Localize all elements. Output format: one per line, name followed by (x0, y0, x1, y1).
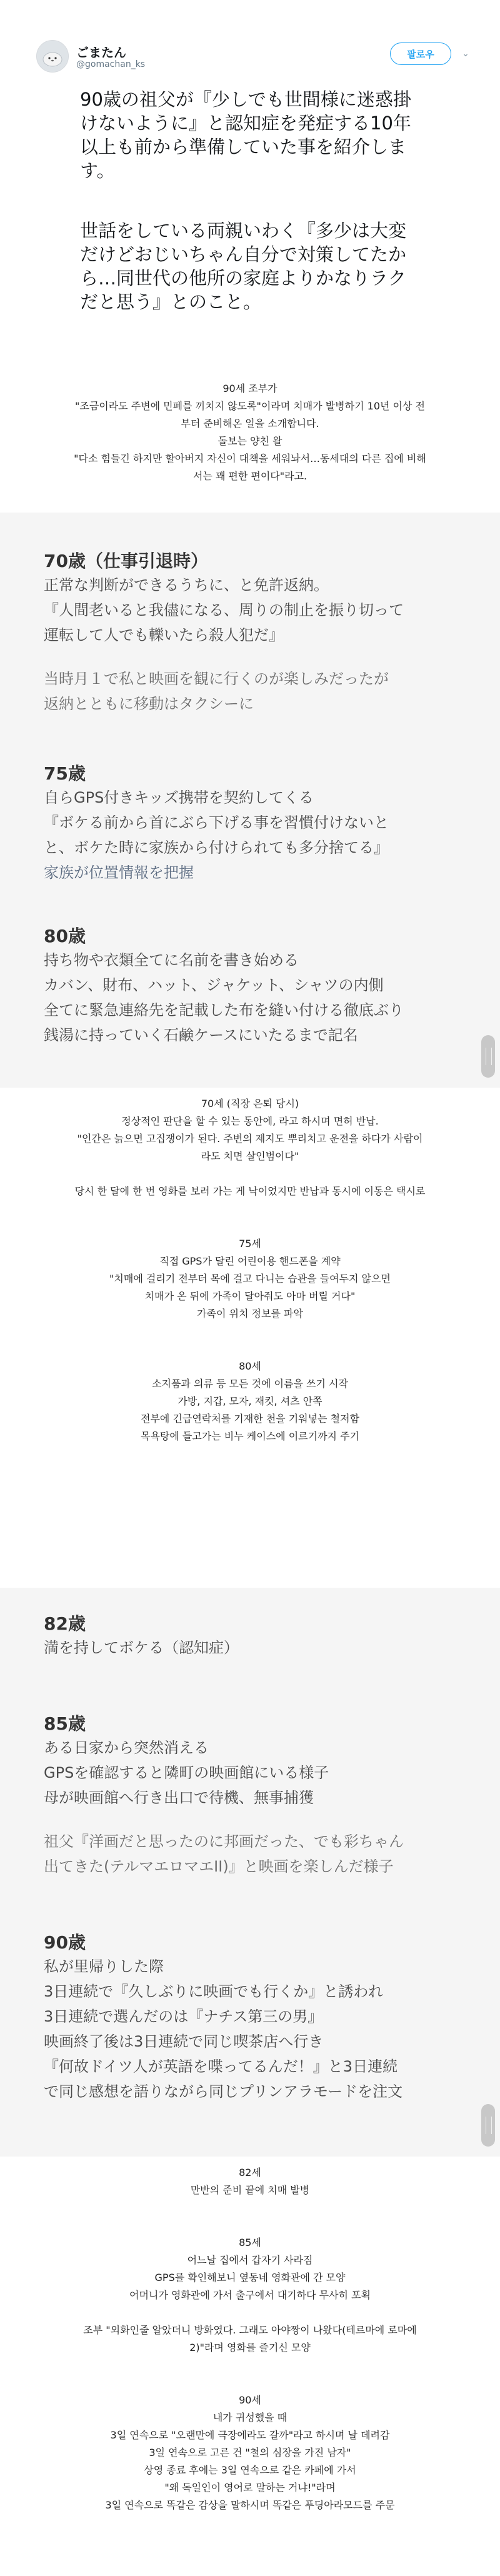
section-line: で同じ感想を語りながら同じプリンアラモードを注文 (44, 2083, 403, 2100)
translation-line: 82세 (239, 2167, 261, 2178)
translation-line: 상영 종료 후에는 3일 연속으로 같은 카페에 가서 (144, 2464, 356, 2476)
translation-line: 70세 (직장 은퇴 당시) (201, 1098, 299, 1110)
section-line: 『何故ドイツ人が英語を喋ってるんだ！』と3日連続 (44, 2058, 398, 2075)
translation-block-3 (12, 2164, 488, 2514)
translation-line: "다소 힘들긴 하지만 할아버지 자신이 대책을 세워놔서…동세대의 다른 집에 비해 (74, 453, 426, 464)
translation-line: 부터 준비해온 일을 소개합니다. (181, 418, 319, 429)
section-line: 銭湯に持っていく石鹸ケースにいたるまで記名 (44, 1026, 358, 1044)
translation-line: 3일 연속으로 똑같은 감상을 말하시며 똑같은 푸딩아라모드를 주문 (105, 2499, 395, 2511)
screenshot-panel-2 (0, 1588, 500, 2157)
translation-line (12, 1218, 488, 1235)
translation-line: 직접 GPS가 달린 어린이용 핸드폰을 계약 (159, 1255, 341, 1267)
translation-line: 어머니가 영화관에 가서 출구에서 대기하다 무사히 포획 (129, 2289, 371, 2301)
translation-line: 치매가 온 뒤에 가족이 달아줘도 아마 버릴 거다" (144, 1290, 356, 1302)
translation-line (12, 1340, 488, 1358)
section-line: 私が里帰りした際 (44, 1958, 164, 1975)
section-line: 満を持してボケる（認知症） (44, 1639, 239, 1656)
section-line: 返納とともに移動はタクシーに (44, 695, 254, 713)
tweet-text-paragraph-1 (80, 88, 480, 183)
section-line: 母が映画館へ行き出口で待機、無事捕獲 (44, 1789, 314, 1807)
section-line: 正常な判断ができるうちに、と免許返納。 (44, 576, 329, 594)
translation-intro (12, 380, 488, 485)
translation-line: 어느날 집에서 갑자기 사라짐 (187, 2254, 313, 2266)
translation-line: 85세 (239, 2237, 261, 2248)
translation-line (12, 1165, 488, 1183)
translation-line: 3일 연속으로 고른 건 "철의 심장을 가진 남자" (149, 2447, 351, 2458)
section-line: ある日家から突然消える (44, 1739, 209, 1757)
section-heading: 90歳 (44, 1932, 86, 1953)
avatar-seal-icon (37, 41, 68, 72)
translation-block-2 (12, 1095, 488, 1445)
translation-line: "치매에 걸리기 전부터 목에 걸고 다니는 습관을 들여두지 않으면 (109, 1273, 391, 1285)
translation-line (12, 2217, 488, 2234)
section-line: 出てきた(テルマエロマエII)』と映画を楽しんだ様子 (44, 1858, 394, 1875)
translation-line (12, 2374, 488, 2392)
tweet-card (0, 0, 500, 369)
user-name[interactable]: ごまたん (76, 45, 126, 60)
translation-line: 목욕탕에 들고가는 비누 케이스에 이르기까지 주기 (140, 1430, 359, 1442)
translation-line: 75세 (239, 1238, 261, 1250)
section-75 (44, 763, 475, 885)
translation-line (12, 1200, 488, 1218)
section-spacer (44, 1810, 475, 1829)
user-avatar[interactable] (36, 40, 69, 73)
translation-line: "인간은 늙으면 고집쟁이가 된다. 주변의 제지도 뿌리치고 운전을 하다가 사람이 (77, 1133, 423, 1145)
tweet-text-paragraph-2 (80, 219, 480, 314)
translation-line: 만반의 준비 끝에 치매 발병 (190, 2184, 310, 2196)
translation-line: GPS를 확인해보니 옆동네 영화관에 간 모양 (154, 2272, 346, 2283)
translation-line: 90세 조부가 (222, 383, 278, 394)
section-line: 『人間老いると我儘になる、周りの制止を振り切って (44, 601, 404, 619)
section-line: 『ボケる前から首にぶら下げる事を習慣付けないと (44, 814, 389, 831)
section-82 (44, 1613, 475, 1660)
translation-line: 전부에 긴급연락처를 기재한 천을 기워넣는 철저함 (140, 1413, 359, 1425)
translation-line: "조금이라도 주변에 민폐를 끼치지 않도록"이라며 치매가 발병하기 10년 이상 전 (75, 400, 425, 412)
section-line: 当時月１で私と映画を観に行くのが楽しみだったが (44, 670, 389, 688)
translation-line (12, 1323, 488, 1340)
tweet-text-line: す。 (80, 160, 115, 181)
tweet-text-line: 90歳の祖父が『少しでも世間様に迷惑掛 (80, 89, 411, 110)
scrollbar-thumb[interactable] (481, 2104, 495, 2147)
section-line: GPSを確認すると隣町の映画館にいる様子 (44, 1764, 329, 1782)
chevron-down-icon[interactable]: ⌄ (462, 49, 469, 59)
translation-line: 서는 꽤 편한 편이다"라고. (192, 470, 308, 482)
section-line: 持ち物や衣類全てに名前を書き始める (44, 951, 299, 969)
section-heading: 75歳 (44, 763, 86, 784)
translation-line (12, 2199, 488, 2217)
translation-line: 정상적인 판단을 할 수 있는 동안에, 라고 하시며 면허 반납. (121, 1115, 379, 1127)
section-heading: 82歳 (44, 1613, 86, 1634)
scrollbar-thumb[interactable] (481, 1035, 495, 1078)
section-spacer (44, 648, 475, 666)
section-heading: 85歳 (44, 1713, 86, 1734)
section-line: 全てに緊急連絡先を記載した布を縫い付ける徹底ぶり (44, 1001, 404, 1019)
tweet-text-line: けないように』と認知症を発症する10年 (80, 113, 411, 134)
section-85 (44, 1713, 475, 1879)
translation-line: 라도 치면 살인범이다" (201, 1150, 299, 1162)
follow-button[interactable]: 팔로우 (390, 43, 451, 65)
section-line: 自らGPS付きキッズ携帯を契約してくる (44, 789, 314, 806)
translation-line: 3일 연속으로 "오랜만에 극장에라도 갈까"라고 하시며 날 데려감 (110, 2429, 390, 2441)
section-line: 3日連続で『久しぶりに映画でも行くか』と誘われ (44, 1983, 384, 2000)
translation-line (12, 2357, 488, 2374)
section-line: 家族が位置情報を把握 (44, 864, 194, 881)
translation-line: 80세 (239, 1360, 261, 1372)
section-90 (44, 1932, 475, 2104)
translation-line: "왜 독일인이 영어로 말하는 거냐!"라며 (164, 2482, 336, 2493)
tweet-text-line: 以上も前から準備していた事を紹介しま (80, 136, 407, 158)
translation-line: 가족이 위치 정보를 파악 (197, 1308, 303, 1320)
translation-line (12, 2304, 488, 2322)
section-line: 3日連続で選んだのは『ナチス第三の男』 (44, 2008, 323, 2025)
section-70 (44, 550, 475, 716)
screenshot-panel-1 (0, 513, 500, 1088)
section-line: 運転して人でも轢いたら殺人犯だ』 (44, 626, 284, 644)
section-line: 祖父『洋画だと思ったのに邦画だった、でも彩ちゃん (44, 1833, 404, 1850)
section-80 (44, 925, 475, 1048)
translation-line: 돌보는 양친 왈 (218, 435, 282, 447)
translation-line: 당시 한 달에 한 번 영화를 보러 가는 게 낙이었지만 반납과 동시에 이동은 택시로 (74, 1185, 426, 1197)
translation-line: 조부 "외화인줄 알았더니 방화였다. 그래도 아야짱이 나왔다(테르마에 로마에 (83, 2324, 417, 2336)
tweet-text-line: ら…同世代の他所の家庭よりかなりラク (80, 268, 407, 289)
section-line: 映画終了後は3日連続で同じ喫茶店へ行き (44, 2033, 324, 2050)
user-handle[interactable]: @gomachan_ks (76, 59, 146, 69)
tweet-text-line: だけどおじいちゃん自分で対策してたか (80, 244, 407, 265)
translation-line: 2)"라며 영화를 즐기신 모양 (189, 2342, 311, 2353)
translation-line: 90세 (239, 2394, 261, 2406)
translation-line: 소지품과 의류 등 모든 것에 이름을 쓰기 시작 (152, 1378, 348, 1390)
translation-line: 가방, 지갑, 모자, 재킷, 셔츠 안쪽 (178, 1395, 322, 1407)
section-heading: 70歳（仕事引退時） (44, 551, 208, 571)
section-line: と、ボケた時に家族から付けられても多分捨てる』 (44, 839, 389, 856)
section-heading: 80歳 (44, 926, 86, 946)
translation-line: 내가 귀성했을 때 (212, 2412, 288, 2423)
tweet-text-line: だと思う』とのこと。 (80, 291, 262, 313)
tweet-text-line: 世話をしている両親いわく『多少は大変 (80, 220, 407, 241)
section-line: カバン、財布、ハット、ジャケット、シャツの内側 (44, 976, 384, 994)
